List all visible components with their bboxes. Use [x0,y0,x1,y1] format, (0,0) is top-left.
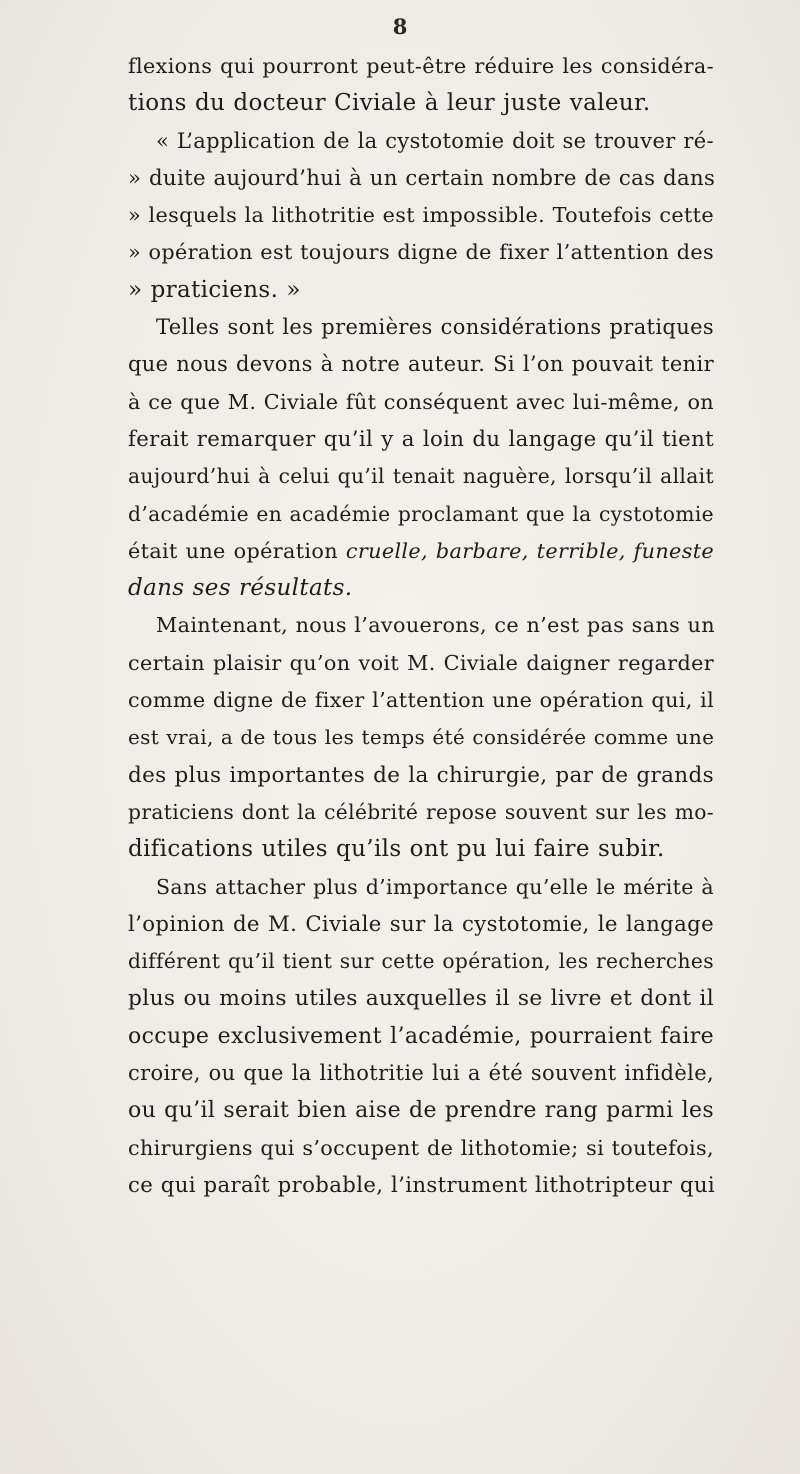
text-line [128,570,714,607]
text-line-content: croire, ou que la lithotritie lui a été souvent infidèle, [128,1061,714,1086]
text-line-content: » praticiens. » [128,276,301,303]
text-line-content: est vrai, a de tous les temps été considérée comme une [128,725,715,750]
text-line [128,645,714,682]
text-line-content: » lesquels la lithotritie est impossible. Toutefois cette [128,203,714,228]
text-line [128,1092,714,1129]
text-line [128,458,714,495]
text-line-content: Maintenant, nous l’avouerons, ce n’est pas sans un [156,613,715,638]
text-line-content: plus ou moins utiles auxquelles il se livre et dont il [128,986,714,1012]
text-line [128,1055,714,1092]
text-line-content: à ce que M. Civiale fût conséquent avec lui-même, on [128,389,714,414]
text-line-content: « L’application de la cystotomie doit se trouver ré- [156,128,714,153]
text-line-content: que nous devons à notre auteur. Si l’on pouvait tenir [128,352,714,377]
italic-text: dans ses résultats. [128,575,353,602]
text-line-content: praticiens dont la célébrité repose souvent sur les mo- [128,799,714,824]
text-line [128,757,714,794]
text-line [128,309,714,346]
text-line [128,85,714,122]
text-line [128,1167,714,1204]
text-line-content: Telles sont les premières considérations pratiques [156,315,714,340]
text-line-content: tions du docteur Civiale à leur juste valeur. [128,90,651,117]
text-line-content: » opération est toujours digne de fixer l’attention des [128,240,714,265]
text-line-content: aujourd’hui à celui qu’il tenait naguère, lorsqu’il allait [128,464,714,489]
italic-text: cruelle, barbare, terrible, funeste [345,538,715,563]
text-line [128,831,714,868]
text-line [128,719,714,756]
text-line [128,980,714,1017]
body-text [128,48,714,1204]
text-line [128,682,714,719]
text-line [128,384,714,421]
text-line [128,607,714,644]
text-line [128,869,714,906]
text-line-content: différent qu’il tient sur cette opération, les recherches [128,949,714,974]
text-line-content: certain plaisir qu’on voit M. Civiale daigner regarder [128,650,714,675]
text-line-content: ce qui paraît probable, l’instrument lithotripteur qui [128,1172,716,1198]
text-line [128,533,714,570]
text-line-content: était une opération [128,538,346,563]
text-line-content: ou qu’il serait bien aise de prendre rang parmi les [128,1098,714,1124]
text-line-content: comme digne de fixer l’attention une opération qui, il [128,688,715,713]
text-line-content: difications utiles qu’ils ont pu lui faire subir. [128,836,665,863]
text-line [128,906,714,943]
page-number: 8 [392,14,408,39]
text-line [128,234,714,271]
text-line-content: » duite aujourd’hui à un certain nombre de cas dans [128,165,716,191]
text-line [128,160,714,197]
text-line-content: chirurgiens qui s’occupent de lithotomie; si toutefois, [128,1135,714,1160]
text-line [128,48,714,85]
text-line-content: des plus importantes de la chirurgie, par de grands [128,762,714,788]
text-line [128,346,714,383]
text-line [128,197,714,234]
text-line [128,1018,714,1055]
text-line [128,794,714,831]
text-line [128,421,714,458]
text-line-content: occupe exclusivement l’académie, pourraient faire [128,1023,714,1049]
text-line [128,1130,714,1167]
text-line-content: l’opinion de M. Civiale sur la cystotomie, le langage [128,911,714,937]
text-line [128,943,714,980]
text-line-content: flexions qui pourront peut-être réduire les considéra- [128,54,714,78]
text-line [128,272,714,309]
text-line [128,496,714,533]
text-line-content: Sans attacher plus d’importance qu’elle le mérite à [156,874,714,899]
text-line [128,123,714,160]
text-line-content: d’académie en académie proclamant que la cystotomie [128,501,714,526]
text-line-content: ferait remarquer qu’il y a loin du langage qu’il tient [128,426,714,452]
